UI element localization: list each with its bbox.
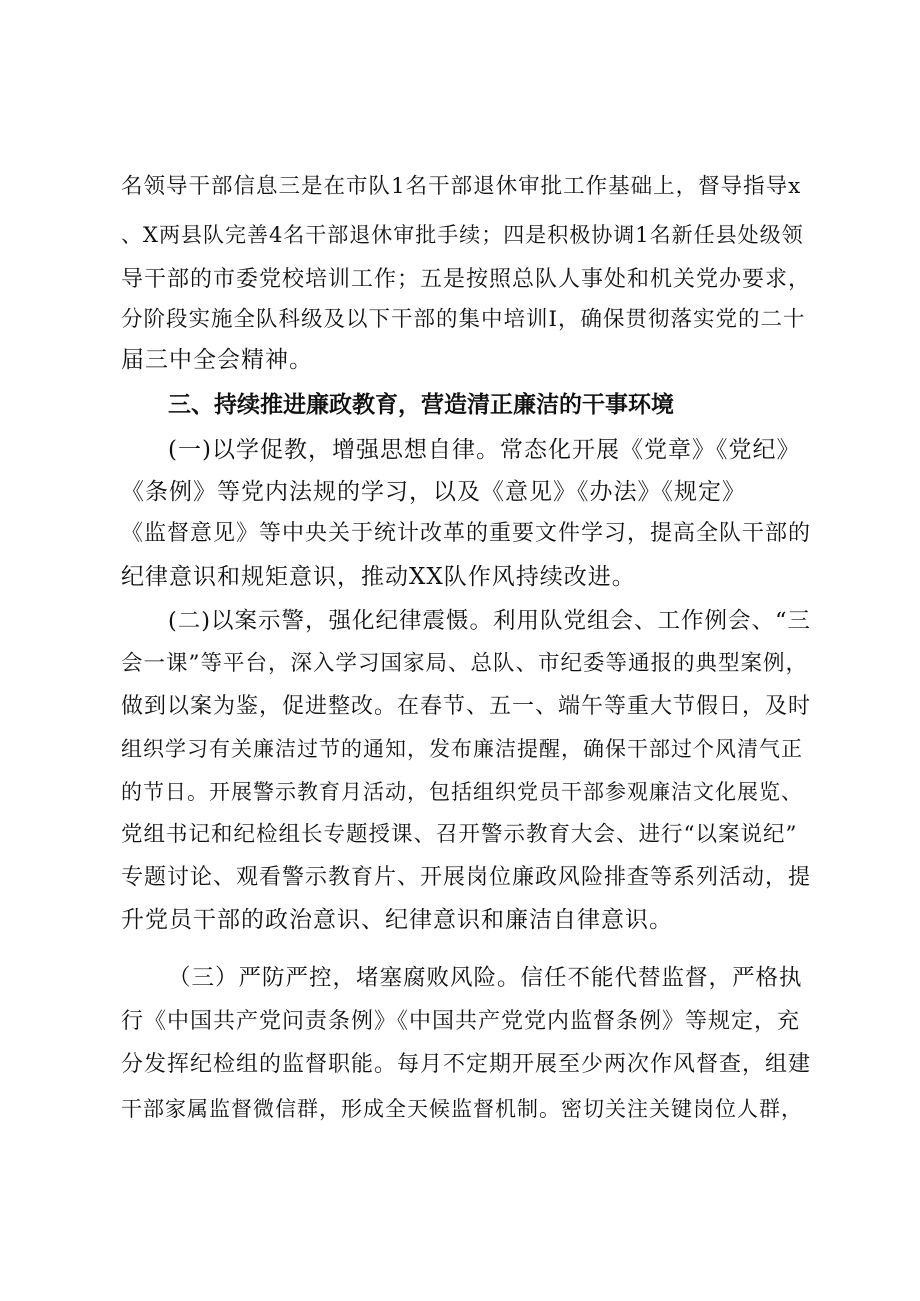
text-line: 干部家属监督微信群，形成全天候监督机制。密切关注关键岗位人群， [121, 1097, 803, 1121]
text-line: 届三中全会精神。 [121, 347, 313, 373]
text-line: 做到以案为鉴，促进整改。在春节、五一、端午等重大节假日，及时 [121, 694, 812, 719]
text-line: （三）严防严控，堵塞腐败风险。信任不能代替监督，严格执 [168, 965, 803, 991]
text-line: (一)以学促教，增强思想自律。常态化开展《党章》《党纪》 [168, 437, 801, 463]
text-line: 名领导干部信息三是在市队1名干部退休审批工作基础上，督导指导x [121, 174, 802, 199]
text-line: 分发挥纪检组的监督职能。每月不定期开展至少两次作风督查，组建 [121, 1052, 812, 1077]
text-line: 党组书记和纪检组长专题授课、召开警示教育大会、进行“以案说纪” [121, 822, 798, 847]
text-line: 组织学习有关廉洁过节的通知，发布廉洁提醒，确保干部过个风清气正 [121, 737, 803, 761]
text-line: 专题讨论、观看警示教育片、开展岗位廉政风险排查等系列活动，提 [121, 865, 812, 890]
text-line: 升党员干部的政治意识、纪律意识和廉洁自律意识。 [121, 907, 673, 933]
text-line: 行《中国共产党问责条例》《中国共产党党内监督条例》等规定，充 [121, 1009, 801, 1034]
text-line: 的节日。开展警示教育月活动，包括组织党员干部参观廉洁文化展览、 [121, 780, 803, 804]
text-line: 纪律意识和规矩意识，推动XX队作风持续改进。 [121, 564, 636, 590]
text-line: 、X两县队完善4名干部退休审批手续；四是积极协调1名新任县处级领 [121, 223, 804, 247]
text-line: 《监督意见》等中央关于统计改革的重要文件学习，提高全队干部的 [121, 521, 812, 546]
text-line: (二)以案示警，强化纪律震慑。利用队党组会、工作例会、“三 [168, 608, 812, 634]
text-line: 分阶段实施全队科级及以下干部的集中培训I，确保贯彻落实党的二十 [121, 307, 806, 332]
section-heading: 三、持续推进廉政教育，营造清正廉洁的干事环境 [168, 392, 674, 418]
text-line: 《条例》等党内法规的学习，以及《意见》《办法》《规定》 [121, 479, 746, 505]
text-line: 会一课”等平台，深入学习国家局、总队、市纪委等通报的典型案例， [121, 651, 808, 676]
text-line: 导干部的市委党校培训工作；五是按照总队人事处和机关党办要求， [121, 267, 812, 292]
